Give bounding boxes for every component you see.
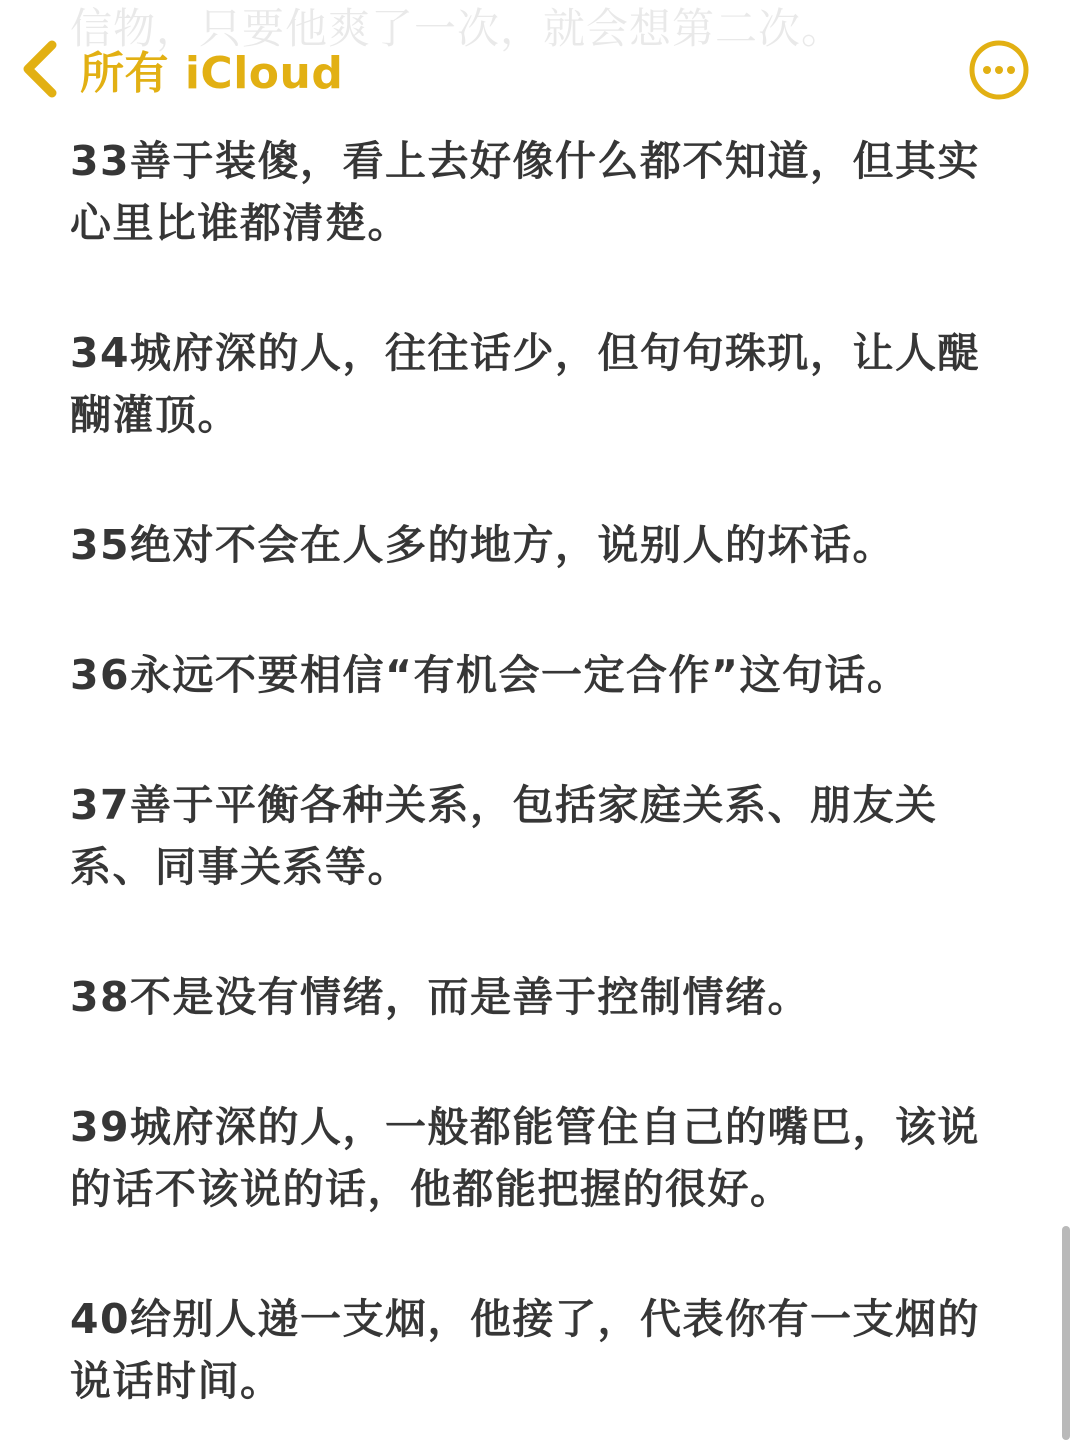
note-paragraph-34: 34城府深的人，往往话少，但句句珠玑，让人醍醐灌顶。 <box>70 329 981 439</box>
note-paragraph-38: 38不是没有情绪，而是善于控制情绪。 <box>70 973 811 1021</box>
more-options-button[interactable] <box>968 39 1030 101</box>
note-content[interactable] <box>70 130 1000 1412</box>
note-paragraph-39: 39城府深的人，一般都能管住自己的嘴巴，该说的话不该说的话，他都能把握的很好。 <box>70 1103 981 1213</box>
vertical-scrollbar[interactable] <box>1062 1226 1070 1440</box>
note-paragraph-40: 40给别人递一支烟，他接了，代表你有一支烟的说话时间。 <box>70 1295 981 1405</box>
back-label: 所有 iCloud <box>80 48 344 99</box>
partially-hidden-text-line: 信物，只要他爽了一次，就会想第二次。 <box>70 4 845 53</box>
note-paragraph-35: 35绝对不会在人多的地方，说别人的坏话。 <box>70 521 896 569</box>
navigation-bar <box>0 26 1080 112</box>
back-button[interactable] <box>20 36 343 102</box>
chevron-left-icon <box>20 40 58 98</box>
note-paragraph-36: 36永远不要相信“有机会一定合作”这句话。 <box>70 651 910 699</box>
ellipsis-circle-icon <box>968 39 1030 101</box>
note-paragraph-37: 37善于平衡各种关系，包括家庭关系、朋友关系、同事关系等。 <box>70 781 938 891</box>
note-paragraph-33: 33善于装傻，看上去好像什么都不知道，但其实心里比谁都清楚。 <box>70 137 981 247</box>
